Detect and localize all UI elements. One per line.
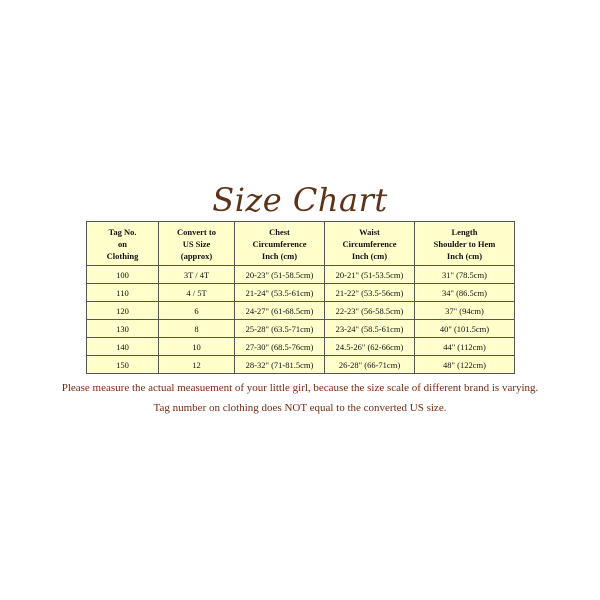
cell-tag-no: 150 bbox=[87, 356, 159, 374]
header-length-line: Inch (cm) bbox=[446, 250, 483, 261]
cell-us-size: 3T / 4T bbox=[159, 266, 235, 284]
header-tag-no-line: Clothing bbox=[106, 250, 139, 261]
cell-waist: 21-22" (53.5-56cm) bbox=[325, 284, 415, 302]
header-waist-line: Circumference bbox=[342, 238, 397, 249]
cell-tag-no: 110 bbox=[87, 284, 159, 302]
cell-length: 37" (94cm) bbox=[415, 302, 515, 320]
header-chest-line: Circumference bbox=[252, 238, 307, 249]
cell-waist: 20-21" (51-53.5cm) bbox=[325, 266, 415, 284]
cell-length: 48" (122cm) bbox=[415, 356, 515, 374]
header-chest-line: Chest bbox=[269, 226, 290, 237]
header-chest-line: Inch (cm) bbox=[261, 250, 298, 261]
table-row bbox=[87, 320, 515, 338]
cell-length: 40" (101.5cm) bbox=[415, 320, 515, 338]
header-us-size-line: (approx) bbox=[180, 250, 213, 261]
size-table bbox=[86, 221, 515, 374]
cell-us-size: 12 bbox=[159, 356, 235, 374]
cell-chest: 28-32" (71-81.5cm) bbox=[235, 356, 325, 374]
table-row bbox=[87, 302, 515, 320]
header-us-size-line: US Size bbox=[182, 238, 211, 249]
cell-us-size: 8 bbox=[159, 320, 235, 338]
header-tag-no-line: Tag No. bbox=[108, 226, 137, 237]
cell-tag-no: 130 bbox=[87, 320, 159, 338]
page-title: Size Chart bbox=[212, 181, 388, 219]
cell-chest: 27-30" (68.5-76cm) bbox=[235, 338, 325, 356]
table-header-row bbox=[87, 222, 515, 266]
cell-tag-no: 140 bbox=[87, 338, 159, 356]
header-us-size bbox=[159, 222, 235, 266]
table-row bbox=[87, 266, 515, 284]
cell-tag-no: 120 bbox=[87, 302, 159, 320]
cell-us-size: 10 bbox=[159, 338, 235, 356]
cell-chest: 20-23" (51-58.5cm) bbox=[235, 266, 325, 284]
cell-chest: 25-28" (63.5-71cm) bbox=[235, 320, 325, 338]
cell-tag-no: 100 bbox=[87, 266, 159, 284]
cell-length: 34" (86.5cm) bbox=[415, 284, 515, 302]
cell-waist: 26-28" (66-71cm) bbox=[325, 356, 415, 374]
table-row bbox=[87, 284, 515, 302]
table-row bbox=[87, 356, 515, 374]
cell-chest: 24-27" (61-68.5cm) bbox=[235, 302, 325, 320]
table-row bbox=[87, 338, 515, 356]
header-chest bbox=[235, 222, 325, 266]
header-length-line: Length bbox=[451, 226, 478, 237]
cell-length: 44" (112cm) bbox=[415, 338, 515, 356]
header-tag-no bbox=[87, 222, 159, 266]
cell-us-size: 6 bbox=[159, 302, 235, 320]
measurement-note: Please measure the actual measuement of your little girl, because the size scale of different brand is varying. bbox=[61, 382, 539, 394]
header-us-size-line: Convert to bbox=[177, 226, 216, 237]
header-waist-line: Waist bbox=[359, 226, 380, 237]
cell-length: 31" (78.5cm) bbox=[415, 266, 515, 284]
cell-waist: 24.5-26" (62-66cm) bbox=[325, 338, 415, 356]
header-waist bbox=[325, 222, 415, 266]
cell-waist: 22-23" (56-58.5cm) bbox=[325, 302, 415, 320]
header-length-line: Shoulder to Hem bbox=[433, 238, 496, 249]
header-waist-line: Inch (cm) bbox=[351, 250, 388, 261]
cell-chest: 21-24" (53.5-61cm) bbox=[235, 284, 325, 302]
cell-waist: 23-24" (58.5-61cm) bbox=[325, 320, 415, 338]
tag-number-note: Tag number on clothing does NOT equal to the converted US size. bbox=[153, 402, 447, 414]
header-tag-no-line: on bbox=[118, 238, 127, 249]
header-length bbox=[415, 222, 515, 266]
cell-us-size: 4 / 5T bbox=[159, 284, 235, 302]
